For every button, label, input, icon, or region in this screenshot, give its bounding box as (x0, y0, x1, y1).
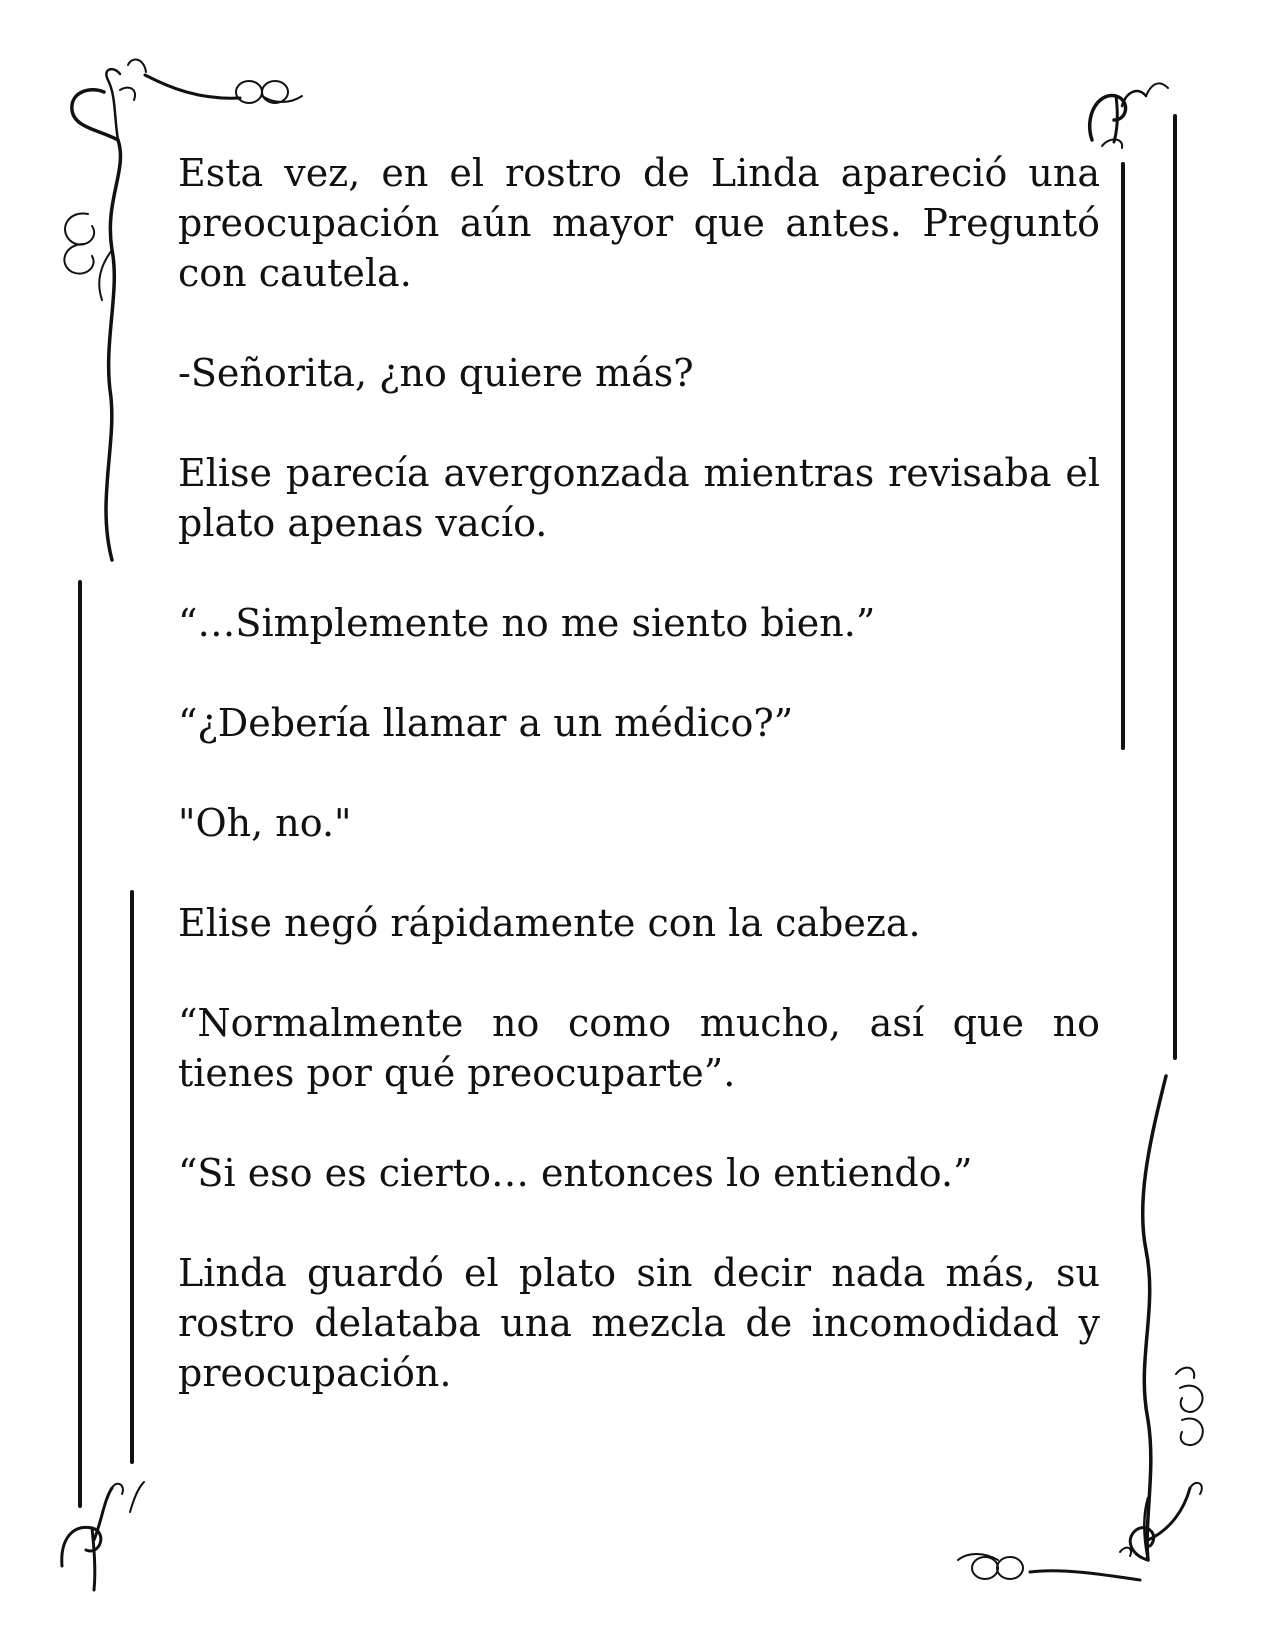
paragraph-7: Elise negó rápidamente con la cabeza. (178, 901, 921, 945)
paragraph-6: "Oh, no." (178, 801, 352, 845)
paragraph-9: “Si eso es cierto… entonces lo entiendo.” (178, 1151, 973, 1195)
paragraph-1: Esta vez, en el rostro de Linda apareció una preocupación aún mayor que antes. Preguntó con cautela. (178, 151, 1100, 295)
paragraph-3: Elise parecía avergonzada mientras revisaba el plato apenas vacío. (178, 451, 1100, 545)
flourish-bottom-left-icon (62, 1482, 144, 1590)
paragraph-10: Linda guardó el plato sin decir nada más, su rostro delataba una mezcla de incomodidad y preocupación. (178, 1251, 1100, 1395)
paragraph-2: -Señorita, ¿no quiere más? (178, 351, 694, 395)
story-text (178, 148, 1100, 1398)
flourish-top-right-icon (1090, 83, 1168, 148)
paragraph-4: “…Simplemente no me siento bien.” (178, 601, 876, 645)
paragraph-8: “Normalmente no como mucho, así que no tienes por qué preocuparte”. (178, 1001, 1100, 1095)
paragraph-5: “¿Debería llamar a un médico?” (178, 701, 794, 745)
